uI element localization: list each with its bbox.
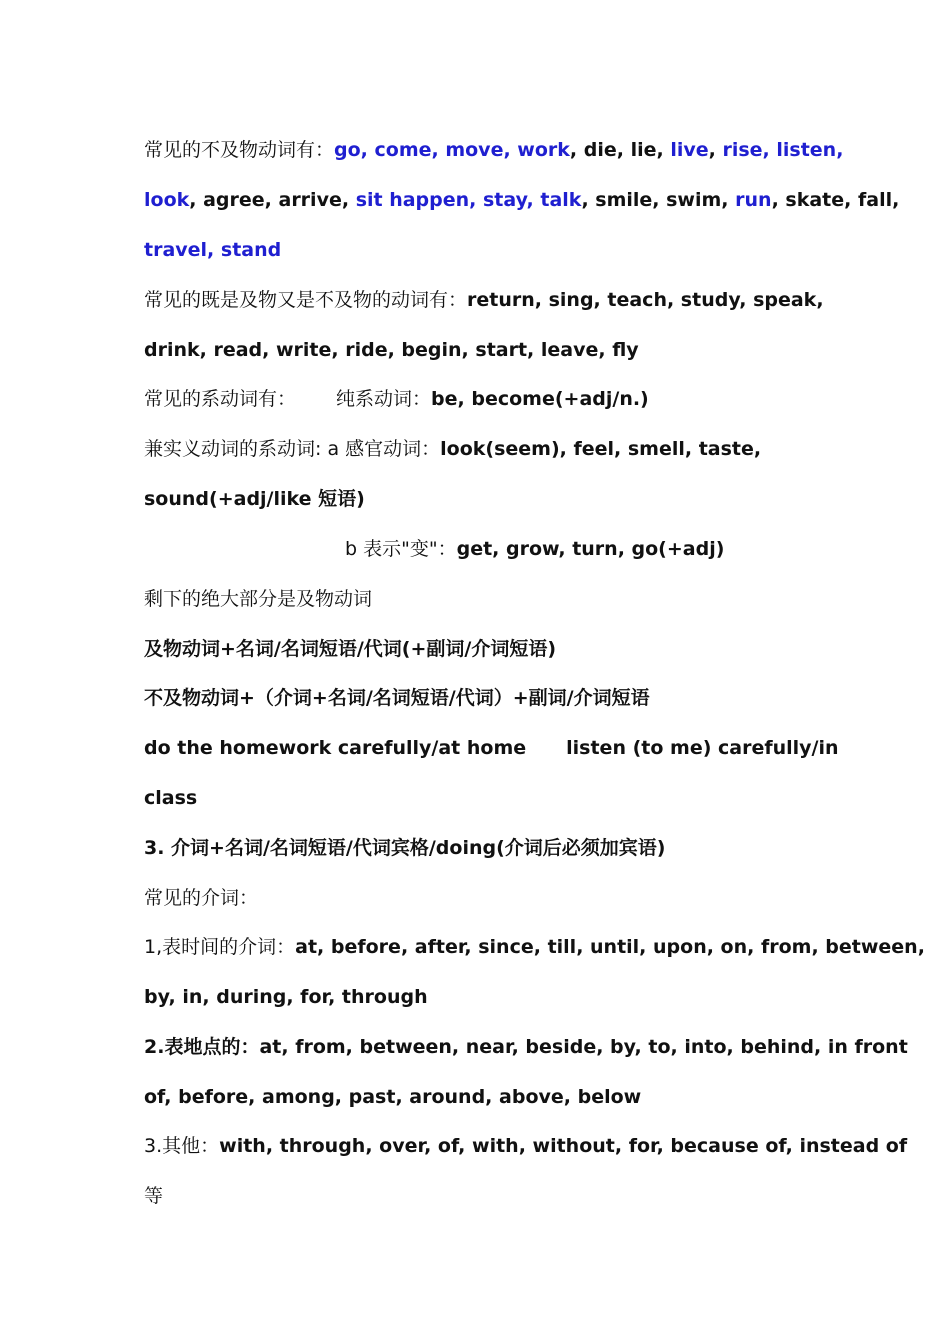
text-segment: 常见的不及物动词有： [144,139,335,161]
text-segment: drink, read, write, ride, begin, start, leave, fly [144,339,639,361]
text-segment: 不及物动词+（介词+名词/名词短语/代词）+副词/介词短语 [144,687,650,709]
text-segment: 常见的系动词有： [144,388,297,410]
text-segment: listen (to me) carefully/in [566,737,839,759]
text-segment: return, sing, teach, study, speak, [467,289,824,311]
text-line [144,285,824,315]
text-line [144,434,761,464]
text-segment: with, through, over, of, with, without, for, because of, instead of [219,1135,908,1157]
text-line [144,1032,908,1062]
text-line [144,883,258,913]
text-line [144,185,899,215]
text-segment: 纯系动词： [336,388,432,410]
text-segment: , die, lie, [569,139,671,161]
text-line [144,335,639,365]
text-line [144,833,665,863]
text-segment: look(seem), feel, smell, taste, [440,438,762,460]
highlighted-verb-list: go, come, move, work [334,139,570,161]
text-line [144,1131,907,1161]
highlighted-verb-list: run [735,189,772,211]
text-segment: , smile, swim, [581,189,736,211]
text-segment: b 表示"变"： [345,538,457,560]
highlighted-verb-list: live [670,139,709,161]
text-segment: 3. 介词+名词/名词短语/代词宾格/doing(介词后必须加宾语) [144,837,666,859]
text-segment: 及物动词+名词/名词短语/代词(+副词/介词短语) [144,638,557,660]
text-line [144,634,556,664]
text-segment: at, from, between, near, beside, by, to, into, behind, in front [259,1036,908,1058]
text-line [144,484,365,514]
text-segment: by, in, during, for, through [144,986,428,1008]
text-segment: do the homework carefully/at home [144,737,527,759]
text-segment: 2.表地点的： [144,1036,260,1058]
text-segment: , agree, arrive, [189,189,356,211]
text-line [144,384,649,414]
text-segment: 常见的既是及物又是不及物的动词有： [144,289,468,311]
highlighted-verb-list: rise, listen, [722,139,844,161]
text-segment: 1,表时间的介词： [144,936,296,958]
text-segment: 3.其他： [144,1135,220,1157]
text-segment: 等 [144,1185,164,1207]
text-line [144,982,428,1012]
text-segment: , skate, fall, [771,189,900,211]
text-line [144,584,372,614]
text-line [144,135,843,165]
text-segment: 剩下的绝大部分是及物动词 [144,588,373,610]
text-line [144,932,925,962]
text-segment: at, before, after, since, till, until, upon, on, from, between, [295,936,925,958]
text-segment: get, grow, turn, go(+adj) [456,538,725,560]
text-line [144,783,197,813]
text-line [144,733,839,763]
text-segment: be, become(+adj/n.) [431,388,649,410]
text-segment: 常见的介词： [144,887,259,909]
text-line [345,534,724,564]
highlighted-verb-list: look [144,189,190,211]
text-line [144,1082,641,1112]
text-line [144,1181,163,1211]
text-segment: sound(+adj/like 短语) [144,488,365,510]
text-segment: of, before, among, past, around, above, below [144,1086,642,1108]
highlighted-verb-list: sit happen, stay, talk [355,189,582,211]
highlighted-verb-list: travel, stand [144,239,282,261]
text-line [144,235,281,265]
text-segment: class [144,787,198,809]
text-segment: 兼实义动词的系动词: a 感官动词： [144,438,441,460]
text-segment: , [708,139,723,161]
text-line [144,683,650,713]
